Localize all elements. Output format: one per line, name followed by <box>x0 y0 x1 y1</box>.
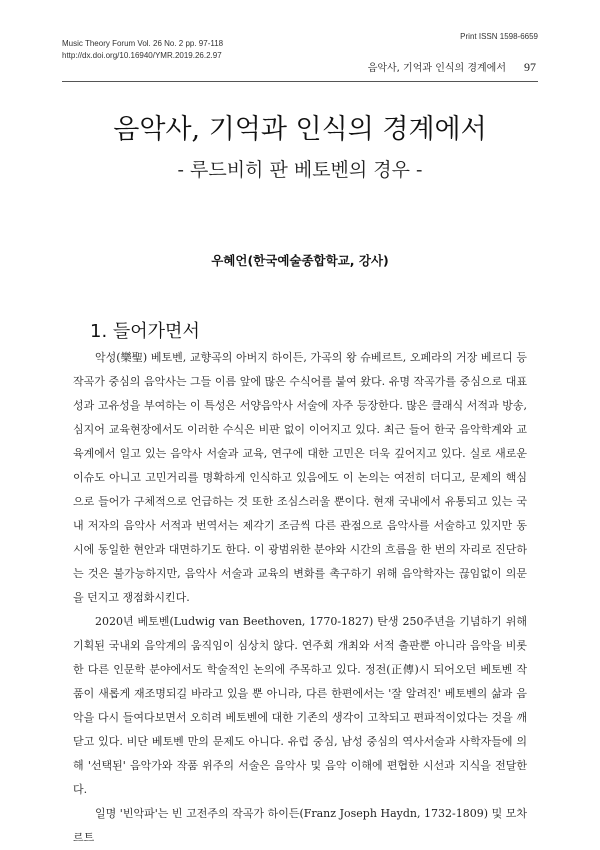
article-subtitle: - 루드비히 판 베토벤의 경우 - <box>177 159 423 181</box>
issn: Print ISSN 1598-6659 <box>460 32 538 41</box>
article-body <box>73 346 527 850</box>
paragraph: 2020년 베토벤(Ludwig van Beethoven, 1770-1827) 탄생 250주년을 기념하기 위해 기획된 국내외 음악계의 움직임이 심상치 않다. 연주회 개최와 서적 출판뿐 아니라 음악을 비롯한 다른 인문학 분야에서도 학술적인 논의에 주목하고 있다. 정전(正傳)시 되어오던 베토벤 작품이 새롭게 재조명되길 바라고 있을 뿐 아니라, 다른 한편에서는 '잘 알려진' 베토벤의 삶과 음악을 다시 들여다보면서 오히려 베토벤에 대한 기존의 생각이 고착되고 편파적이었다는 것을 깨닫고 있다. 비단 베토벤 만의 문제도 아니다. 유럽 중심, 남성 중심의 역사서술과 사학자들에 의해 '선택된' 음악가와 작품 위주의 서술은 음악사 및 음악 이해에 편협한 시선과 지식을 전달한다. <box>73 615 527 796</box>
doi-link[interactable]: http://dx.doi.org/10.16940/YMR.2019.26.2.97 <box>62 51 222 60</box>
article-title: 음악사, 기억과 인식의 경계에서 <box>113 114 487 145</box>
running-head-title: 음악사, 기억과 인식의 경계에서 <box>367 63 506 74</box>
header-rule <box>62 81 538 82</box>
running-head <box>368 60 536 76</box>
section-heading: 1. 들어가면서 <box>90 321 200 342</box>
page-number: 97 <box>524 60 536 74</box>
journal-volume-line: Music Theory Forum Vol. 26 No. 2 pp. 97-118 <box>62 39 224 48</box>
paragraph: 악성(樂聖) 베토벤, 교향곡의 아버지 하이든, 가곡의 왕 슈베르트, 오페라의 거장 베르디 등 작곡가 중심의 음악사는 그들 이름 앞에 많은 수식어를 붙여 왔다. 유명 작곡가를 중심으로 대표성과 고유성을 부여하는 이 특성은 서양음악사 서술에 자주 등장한다. 많은 클래식 서적과 방송, 심지어 교육현장에서도 이러한 수식은 비판 없이 이어지고 있다. 최근 들어 한국 음악학계와 교육계에서 일고 있는 음악사 서술과 교육, 연구에 대한 고민은 더욱 깊어지고 있다. 실로 새로운 이슈도 아니고 고민거리를 명확하게 인식하고 있음에도 이 논의는 여전히 더디고, 문제의 핵심으로 들어가 구체적으로 언급하는 것 또한 조심스러울 뿐이다. 현재 국내에서 유통되고 있는 국내 저자의 음악사 서적과 번역서는 제각기 조금씩 다른 관점으로 음악사를 서술하고 있지만 동시에 동일한 현안과 대면하기도 한다. 이 광범위한 분야와 시간의 흐름을 한 번의 자리로 진단하는 것은 불가능하지만, 음악사 서술과 교육의 변화를 촉구하기 위해 음악학자는 끊임없이 의문을 던지고 쟁점화시킨다. <box>73 351 527 604</box>
author-affiliation: 우혜언(한국예술종합학교, 강사) <box>211 253 389 268</box>
journal-citation <box>62 38 223 62</box>
paragraph: 일명 '빈악파'는 빈 고전주의 작곡가 하이든(Franz Joseph Haydn, 1732-1809) 및 모차르트 <box>73 807 527 844</box>
